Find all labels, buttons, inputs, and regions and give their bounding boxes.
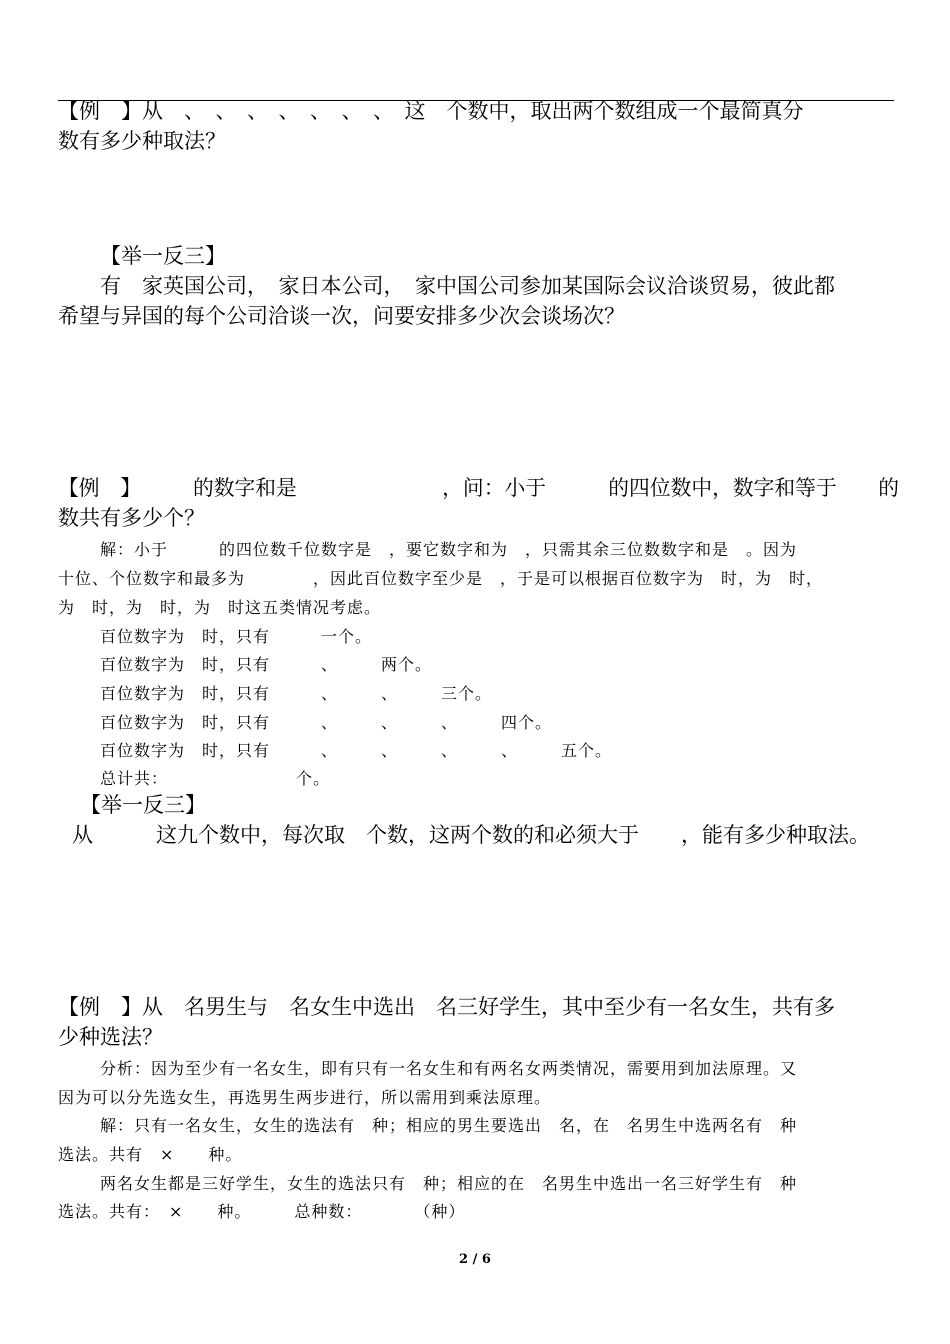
example3-analysis-line1: 分析：因为至少有一名女生，即有只有一名女生和有两名女两类情况，需要用到加法原理。又 (100, 1059, 798, 1078)
example2-total: 总计共： 个。 (100, 769, 331, 788)
practice2-title: 【举一反三】 (80, 793, 206, 817)
practice1-title: 【举一反三】 (100, 244, 226, 268)
example2-case1: 百位数字为 时，只有 一个。 (100, 627, 373, 646)
example2-line1: 【例 】 的数字和是 ，问：小于 的四位数中，数字和等于 的 (58, 476, 900, 500)
example3-solution-line1: 解：只有一名女生，女生的选法有 种；相应的男生要选出 名，在 名男生中选两名有 种 (100, 1116, 798, 1135)
example3-analysis-line2: 因为可以分先选女生，再选男生两步进行，所以需用到乘法原理。 (58, 1088, 552, 1107)
example1-line2: 数有多少种取法？ (58, 129, 226, 153)
example2-case3: 百位数字为 时，只有 、 、 三个。 (100, 684, 493, 703)
example2-solution-line1: 解：小于 的四位数千位数字是 ，要它数字和为 ，只需其余三位数数字和是 。因为 (100, 540, 798, 559)
example2-line2: 数共有多少个？ (58, 506, 205, 530)
example1-line1: 【例 】从 、 、 、 、 、 、 、 这 个数中，取出两个数组成一个最简真分 (58, 99, 804, 123)
example2-solution-line3: 为 时，为 时，为 时这五类情况考虑。 (58, 598, 382, 617)
practice1-line2: 希望与异国的每个公司洽谈一次，问要安排多少次会谈场次？ (58, 304, 625, 328)
example3-solution-line4: 选法。共有： × 种。 总种数： （种） (58, 1202, 466, 1221)
example3-line2: 少种选法？ (58, 1025, 163, 1049)
example2-solution-line2: 十位、个位数字和最多为 ，因此百位数字至少是 ，于是可以根据百位数字为 时，为 时， (58, 569, 824, 588)
example2-case2: 百位数字为 时，只有 、 两个。 (100, 655, 433, 674)
example3-solution-line2: 选法。共有 × 种。 (58, 1145, 243, 1164)
example2-case5: 百位数字为 时，只有 、 、 、 、 五个。 (100, 741, 613, 760)
example2-case4: 百位数字为 时，只有 、 、 、 四个。 (100, 713, 553, 732)
example3-solution-line3: 两名女生都是三好学生，女生的选法只有 种；相应的在 名男生中选出一名三好学生有 种 (100, 1174, 798, 1193)
practice1-line1: 有 家英国公司， 家日本公司， 家中国公司参加某国际会议洽谈贸易，彼此都 (100, 274, 835, 298)
page-number: 2 / 6 (459, 1252, 491, 1267)
practice2-line1: 从 这九个数中，每次取 个数，这两个数的和必须大于 ，能有多少种取法。 (72, 823, 870, 847)
example3-line1: 【例 】从 名男生与 名女生中选出 名三好学生，其中至少有一名女生，共有多 (58, 995, 835, 1019)
